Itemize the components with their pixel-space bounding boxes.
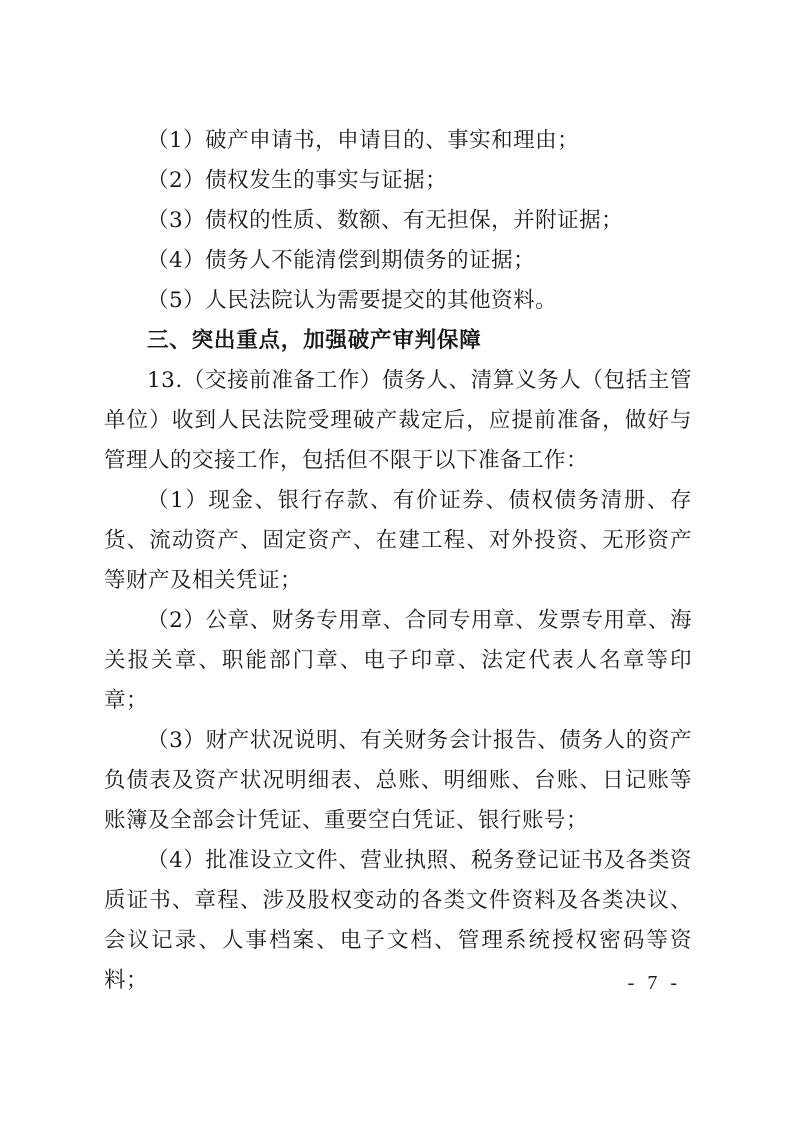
list-item-1: （1）破产申请书，申请目的、事实和理由； [147, 128, 580, 153]
list-item-5: （5）人民法院认为需要提交的其他资料。 [147, 288, 558, 313]
section-heading: 三、突出重点，加强破产审判保障 [147, 328, 482, 353]
prep-item-1: （1）现金、银行存款、有价证券、债权债务清册、存货、流动资产、固定资产、在建工程、对外投资、无形资产等财产及相关凭证； [104, 488, 692, 593]
prep-item-3: （3）财产状况说明、有关财务会计报告、债务人的资产负债表及资产状况明细表、总账、明细账、台账、日记账等账簿及全部会计凭证、重要空白凭证、银行账号； [104, 728, 692, 833]
list-item-2: （2）债权发生的事实与证据； [147, 168, 448, 193]
page-number: - 7 - [627, 972, 681, 994]
prep-item-2: （2）公章、财务专用章、合同专用章、发票专用章、海关报关章、职能部门章、电子印章、法定代表人名章等印章； [104, 608, 692, 713]
prep-item-4: （4）批准设立文件、营业执照、税务登记证书及各类资质证书、章程、涉及股权变动的各类文件资料及各类决议、会议记录、人事档案、电子文档、管理系统授权密码等资料； [104, 848, 692, 993]
list-item-3: （3）债权的性质、数额、有无担保，并附证据； [147, 208, 624, 233]
article-13: 13.（交接前准备工作）债务人、清算义务人（包括主管单位）收到人民法院受理破产裁定后，应提前准备，做好与管理人的交接工作，包括但不限于以下准备工作： [104, 368, 692, 473]
list-item-4: （4）债务人不能清偿到期债务的证据； [147, 248, 536, 273]
document-body [104, 121, 692, 1001]
